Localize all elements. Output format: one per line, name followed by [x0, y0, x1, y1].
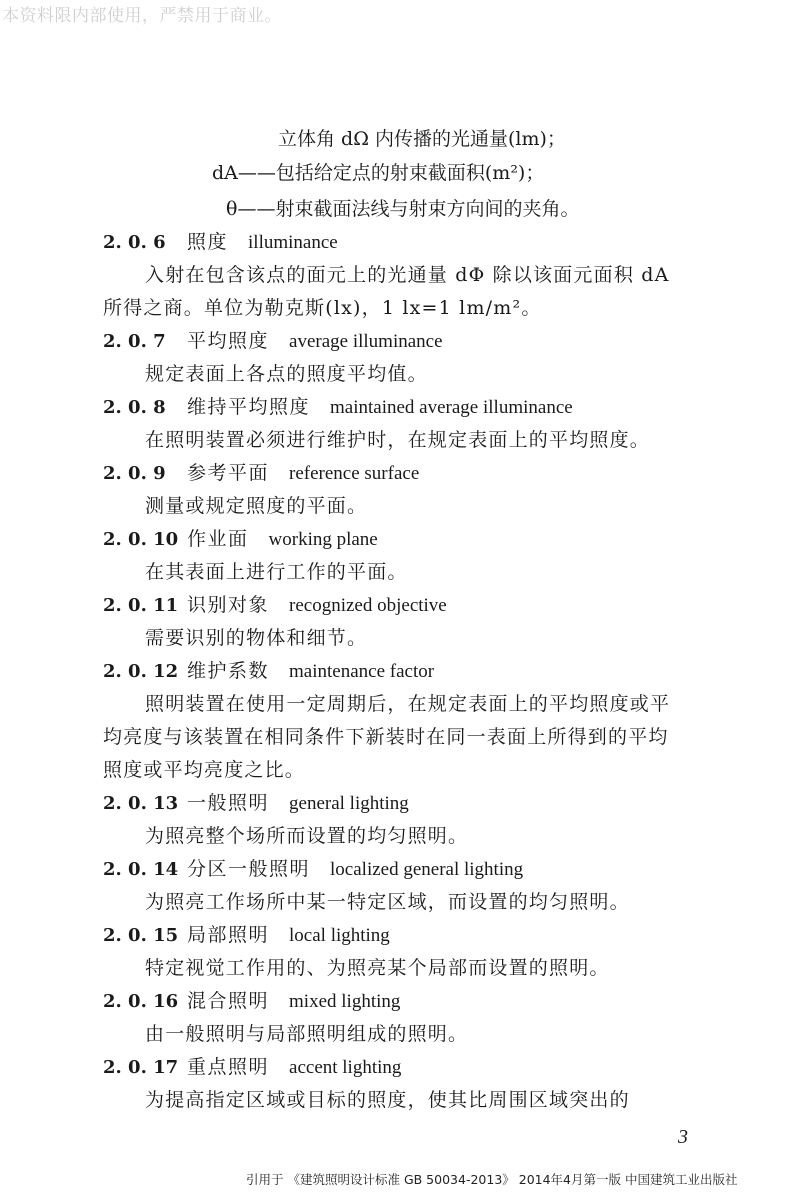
term-number: 2. 0. 8: [103, 397, 166, 418]
term-definition-line: 为照亮工作场所中某一特定区域，而设置的均匀照明。: [145, 891, 630, 913]
term-definition-line: 由一般照明与局部照明组成的照明。: [145, 1023, 469, 1045]
term-chinese: 照度: [187, 231, 229, 253]
term-number: 2. 0. 13: [103, 793, 179, 814]
watermark: 本资料限内部使用，严禁用于商业。: [2, 6, 282, 26]
term-heading: [103, 394, 573, 421]
term-definition-line: 均亮度与该装置在相同条件下新装时在同一表面上所得到的平均: [103, 726, 669, 748]
term-english: local lighting: [289, 925, 390, 946]
term-english: localized general lighting: [330, 859, 524, 880]
term-english: accent lighting: [289, 1057, 402, 1078]
term-definition-line: 规定表面上各点的照度平均值。: [145, 363, 428, 385]
term-heading: [103, 460, 419, 487]
term-chinese: 一般照明: [187, 792, 270, 814]
term-number: 2. 0. 12: [103, 661, 179, 682]
term-definition-line: 测量或规定照度的平面。: [145, 495, 368, 517]
footer-citation: 引用于 《建筑照明设计标准 GB 50034-2013》 2014年4月第一版 中国建筑工业出版社: [246, 1172, 738, 1187]
term-english: maintained average illuminance: [330, 397, 573, 418]
term-english: working plane: [268, 529, 378, 550]
page-number: 3: [678, 1126, 688, 1148]
term-english: illuminance: [248, 232, 338, 253]
term-number: 2. 0. 6: [103, 232, 166, 253]
term-heading: [103, 988, 400, 1015]
term-chinese: 平均照度: [187, 330, 270, 352]
term-heading: [103, 229, 338, 256]
term-chinese: 识别对象: [187, 594, 270, 616]
term-number: 2. 0. 15: [103, 925, 179, 946]
term-definition-line: 需要识别的物体和细节。: [145, 627, 368, 649]
term-heading: [103, 526, 378, 553]
term-chinese: 分区一般照明: [187, 858, 311, 880]
term-number: 2. 0. 10: [103, 529, 179, 550]
term-english: general lighting: [289, 793, 409, 814]
term-chinese: 混合照明: [187, 990, 270, 1012]
term-chinese: 重点照明: [187, 1056, 270, 1078]
term-heading: [103, 592, 447, 619]
term-number: 2. 0. 16: [103, 991, 179, 1012]
term-definition-line: 所得之商。单位为勒克斯(lx)，1 lx=1 lm/m²。: [103, 297, 542, 319]
term-definition-line: 为照亮整个场所而设置的均匀照明。: [145, 825, 469, 847]
term-definition-line: 在照明装置必须进行维护时，在规定表面上的平均照度。: [145, 429, 651, 451]
term-english: reference surface: [289, 463, 420, 484]
term-definition-line: 在其表面上进行工作的平面。: [145, 561, 408, 583]
term-heading: [103, 856, 523, 883]
term-chinese: 参考平面: [187, 462, 270, 484]
term-heading: [103, 658, 434, 685]
term-definition-line: 入射在包含该点的面元上的光通量 dΦ 除以该面元面积 dA: [145, 264, 670, 286]
term-number: 2. 0. 9: [103, 463, 166, 484]
intro-line-1: 立体角 dΩ 内传播的光通量(lm)；: [278, 128, 566, 150]
intro-line-3: θ——射束截面法线与射束方向间的夹角。: [226, 198, 580, 220]
term-number: 2. 0. 7: [103, 331, 166, 352]
term-number: 2. 0. 14: [103, 859, 179, 880]
term-english: maintenance factor: [289, 661, 435, 682]
term-definition-line: 照度或平均亮度之比。: [103, 759, 306, 781]
term-heading: [103, 1054, 401, 1081]
term-heading: [103, 328, 443, 355]
term-chinese: 维持平均照度: [187, 396, 311, 418]
term-heading: [103, 790, 409, 817]
term-english: average illuminance: [289, 331, 443, 352]
term-chinese: 维护系数: [187, 660, 270, 682]
term-english: mixed lighting: [289, 991, 401, 1012]
term-english: recognized objective: [289, 595, 447, 616]
term-number: 2. 0. 11: [103, 595, 179, 616]
term-heading: [103, 922, 390, 949]
term-chinese: 作业面: [187, 528, 249, 550]
term-definition-line: 为提高指定区域或目标的照度，使其比周围区域突出的: [145, 1089, 630, 1111]
term-definition-line: 特定视觉工作用的、为照亮某个局部而设置的照明。: [145, 957, 610, 979]
term-definition-line: 照明装置在使用一定周期后，在规定表面上的平均照度或平: [145, 693, 671, 715]
intro-line-2: dA——包括给定点的射束截面积(m²)；: [212, 162, 545, 184]
term-chinese: 局部照明: [187, 924, 270, 946]
term-number: 2. 0. 17: [103, 1057, 179, 1078]
